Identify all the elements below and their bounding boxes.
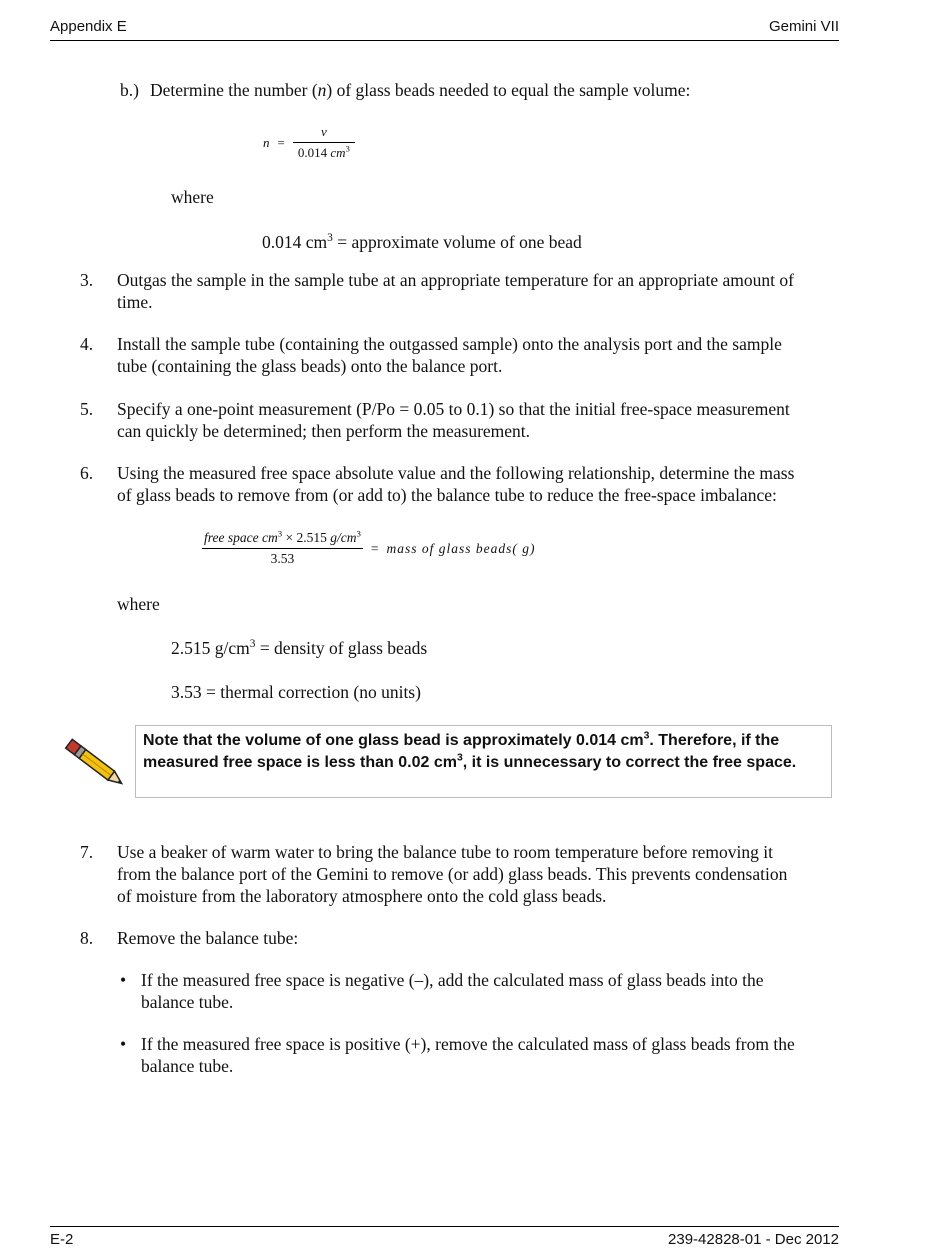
density-definition: 2.515 $g/cm^3$ = density of glass beads	[171, 638, 428, 658]
step-number: 3.	[80, 270, 94, 290]
pencil-icon	[57, 733, 131, 791]
step-number: 5.	[80, 399, 94, 419]
footer-document-id: 239-42828-01 - Dec 2012	[668, 1231, 839, 1248]
header-rule	[50, 40, 839, 41]
step-3-text: Outgas the sample in the sample tube at an appropriate temperature for an appropriate amount of time.	[117, 270, 794, 312]
where-label: where	[117, 594, 160, 614]
step-7-text: Use a beaker of warm water to bring the balance tube to room temperature before removing it from the balance port of the Gemini to remove (or add) glass beads. This prevents condensation of moisture from the laboratory atmosphere onto the cold glass beads.	[117, 842, 788, 906]
note-text: Note that the volume of one glass bead is approximately 0.014 $cm^3$. Therefore, if the measured free space is less than 0.02 $cm^3$, it is unnecessary to correct the free space.	[143, 730, 797, 771]
step-b-text: Determine the number (n) of glass beads needed to equal the sample volume:	[150, 80, 691, 100]
step-number: 7.	[80, 842, 94, 862]
header-product-name: Gemini VII	[768, 18, 839, 35]
bullet-mark: •	[120, 1034, 127, 1054]
footer-rule	[50, 1226, 839, 1227]
step-4-text: Install the sample tube (containing the outgassed sample) onto the analysis port and the sample tube (containing the glass beads) onto the balance port.	[117, 334, 782, 376]
footer-page-number: E-2	[50, 1231, 74, 1248]
header-section-label: Appendix E	[50, 18, 127, 35]
step-6-text: Using the measured free space absolute value and the following relationship, determine the mass of glass beads to remove from (or add to) the balance tube to reduce the free-space imbalance:	[117, 463, 795, 505]
step-number: 6.	[80, 463, 94, 483]
step-8-text: Remove the balance tube:	[117, 928, 299, 948]
step-5-text: Specify a one-point measurement (P/Po = 0.05 to 0.1) so that the initial free-space measurement can quickly be determined; then perform the measurement.	[117, 399, 790, 441]
formula-glass-bead-mass: $\frac{free space cm^3 \times 2.515 g/cm^3}{3.53}$ = mass of glass beads( g)	[204, 528, 536, 566]
step-b-label: b.)	[120, 80, 139, 100]
step-number: 4.	[80, 334, 94, 354]
bullet-mark: •	[120, 970, 127, 990]
thermal-correction-definition: 3.53 = thermal correction (no units)	[171, 682, 421, 702]
where-label: where	[171, 187, 214, 207]
bullet-negative-text: If the measured free space is negative (–), add the calculated mass of glass beads into the balance tube.	[141, 970, 764, 1012]
formula-bead-count: n = $\frac{v}{0.014 cm^3}$	[263, 124, 355, 161]
bead-volume-definition: 0.014 $cm^3$ = approximate volume of one bead	[262, 232, 582, 252]
bullet-positive-text: If the measured free space is positive (+), remove the calculated mass of glass beads from the balance tube.	[141, 1034, 795, 1076]
step-number: 8.	[80, 928, 94, 948]
